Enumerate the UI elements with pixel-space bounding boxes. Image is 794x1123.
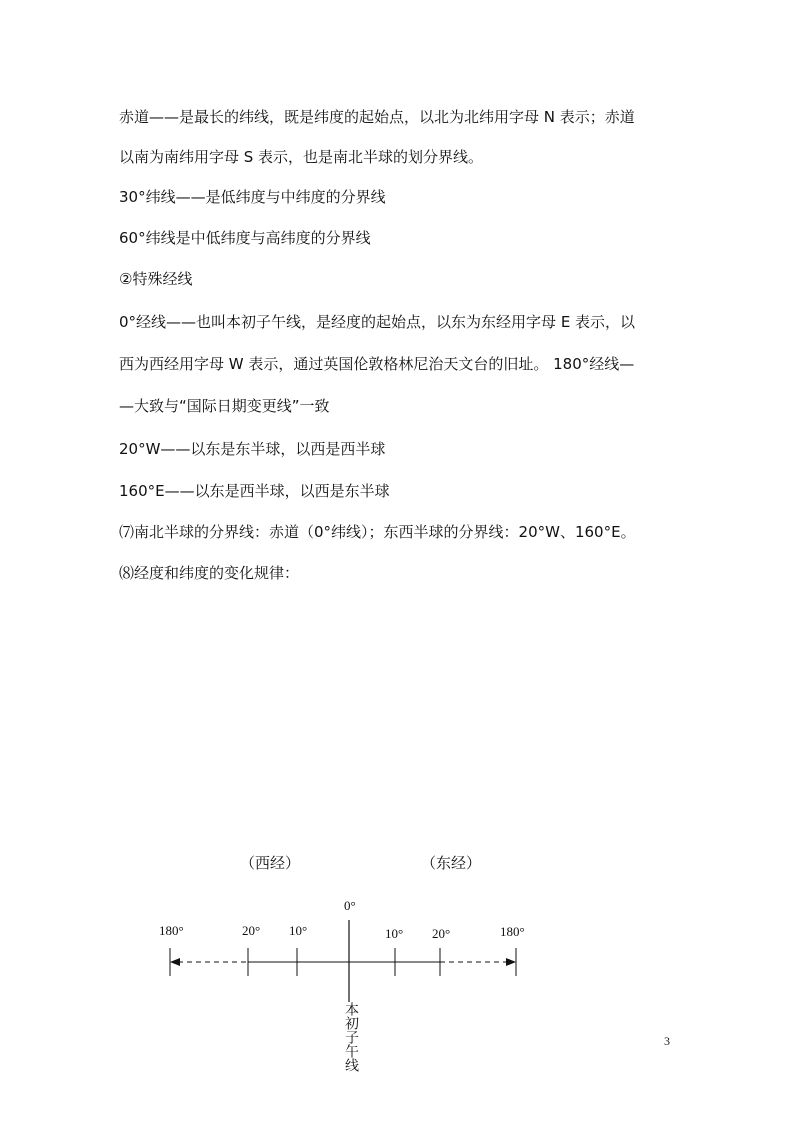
section-heading-special-meridians: ②特殊经线 bbox=[119, 270, 193, 288]
text-line-1: 赤道——是最长的纬线，既是纬度的起始点，以北为北纬用字母 N 表示；赤道 bbox=[119, 108, 635, 126]
text-line-8: —大致与“国际日期变更线”一致 bbox=[119, 397, 330, 415]
west-longitude-label: （西经） bbox=[240, 854, 301, 872]
page-number: 3 bbox=[664, 1034, 670, 1048]
text-line-2: 以南为南纬用字母 S 表示，也是南北半球的划分界线。 bbox=[119, 148, 484, 166]
right-arrowhead bbox=[506, 958, 516, 966]
text-line-6: 0°经线——也叫本初子午线，是经度的起始点，以东为东经用字母 E 表示，以 bbox=[119, 313, 636, 331]
text-line-7: 西为西经用字母 W 表示，通过英国伦敦格林尼治天文台的旧址。 180°经线— bbox=[119, 355, 635, 373]
text-line-10: 160°E——以东是西半球，以西是东半球 bbox=[119, 482, 390, 500]
prime-meridian-label: 本初子午线 bbox=[343, 1002, 359, 1072]
left-arrowhead bbox=[170, 958, 180, 966]
tick-label-west-180: 180° bbox=[159, 923, 184, 938]
text-line-9: 20°W——以东是东半球，以西是西半球 bbox=[119, 440, 386, 458]
east-longitude-label: （东经） bbox=[421, 854, 482, 872]
tick-label-east-10: 10° bbox=[385, 926, 404, 941]
prime-meridian-degree-label: 0° bbox=[344, 898, 356, 913]
tick-label-west-10: 10° bbox=[289, 923, 308, 938]
tick-label-west-20: 20° bbox=[242, 923, 261, 938]
text-line-4: 60°纬线是中低纬度与高纬度的分界线 bbox=[119, 229, 371, 247]
text-line-12: ⑻经度和纬度的变化规律： bbox=[119, 564, 300, 582]
tick-label-east-180: 180° bbox=[500, 924, 525, 939]
text-line-3: 30°纬线——是低纬度与中纬度的分界线 bbox=[119, 188, 386, 206]
text-line-11: ⑺南北半球的分界线：赤道（0°纬线）；东西半球的分界线：20°W、160°E。 bbox=[119, 523, 636, 541]
tick-label-east-20: 20° bbox=[432, 926, 451, 941]
